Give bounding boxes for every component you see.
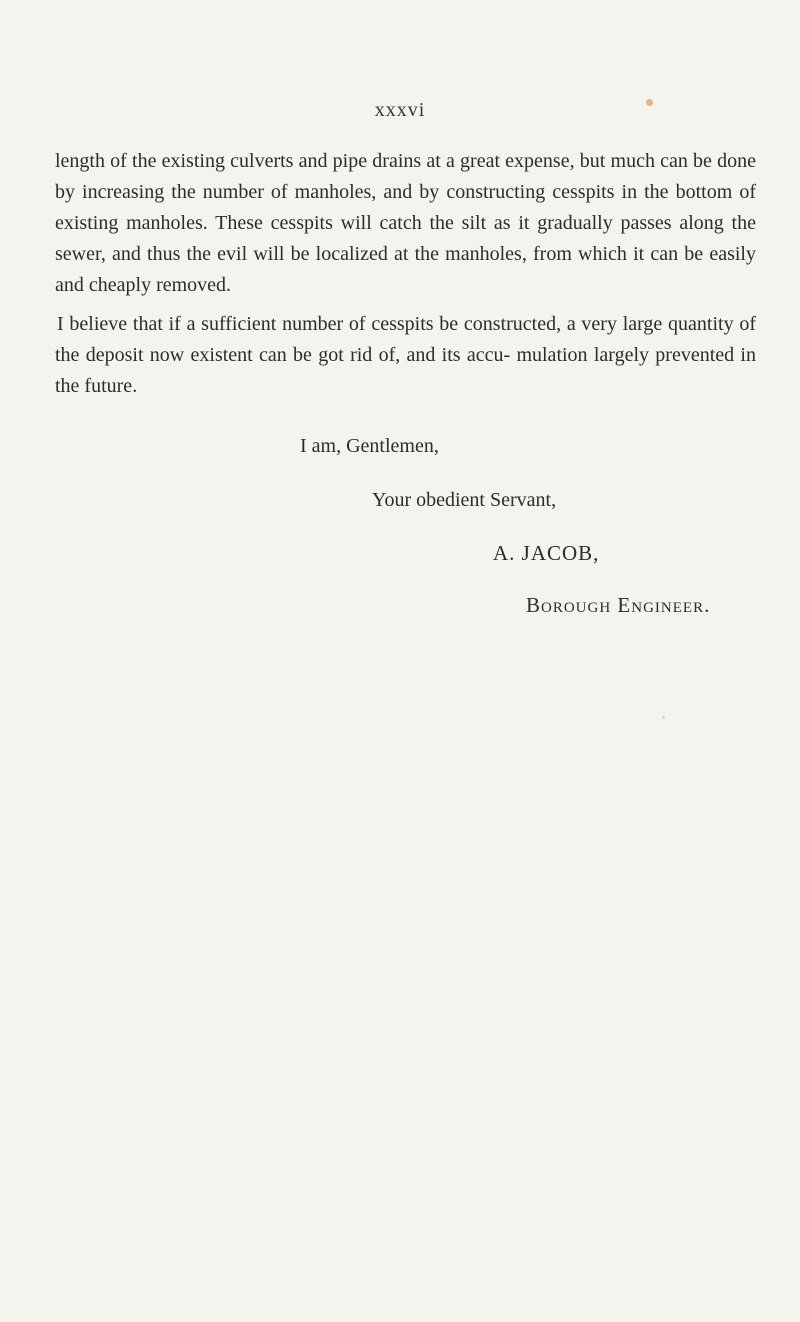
body-paragraph-2: I believe that if a sufficient number of cesspits be constructed, a very large quantity of the deposit now existent can be got rid of, and its accu- mulation largely prevented in the future.	[55, 313, 756, 397]
signature-title: Borough Engineer.	[526, 593, 711, 617]
page-number: xxxvi	[374, 99, 426, 121]
paper-stain-mark	[646, 99, 653, 106]
signature-name: A. JACOB,	[493, 541, 600, 565]
paper-speck-mark	[662, 716, 665, 719]
body-paragraph-1: length of the existing culverts and pipe drains at a great expense, but much can be done by increasing the number of manholes, and by constructing cesspits in the bottom of existing manholes. These cesspits will catch the silt as it gradually passes along the sewer, and thus the evil will be localized at the manholes, from which it can be easily and cheaply removed.	[55, 150, 756, 296]
closing-salutation: I am, Gentlemen,	[300, 435, 439, 457]
closing-valediction: Your obedient Servant,	[372, 489, 557, 511]
